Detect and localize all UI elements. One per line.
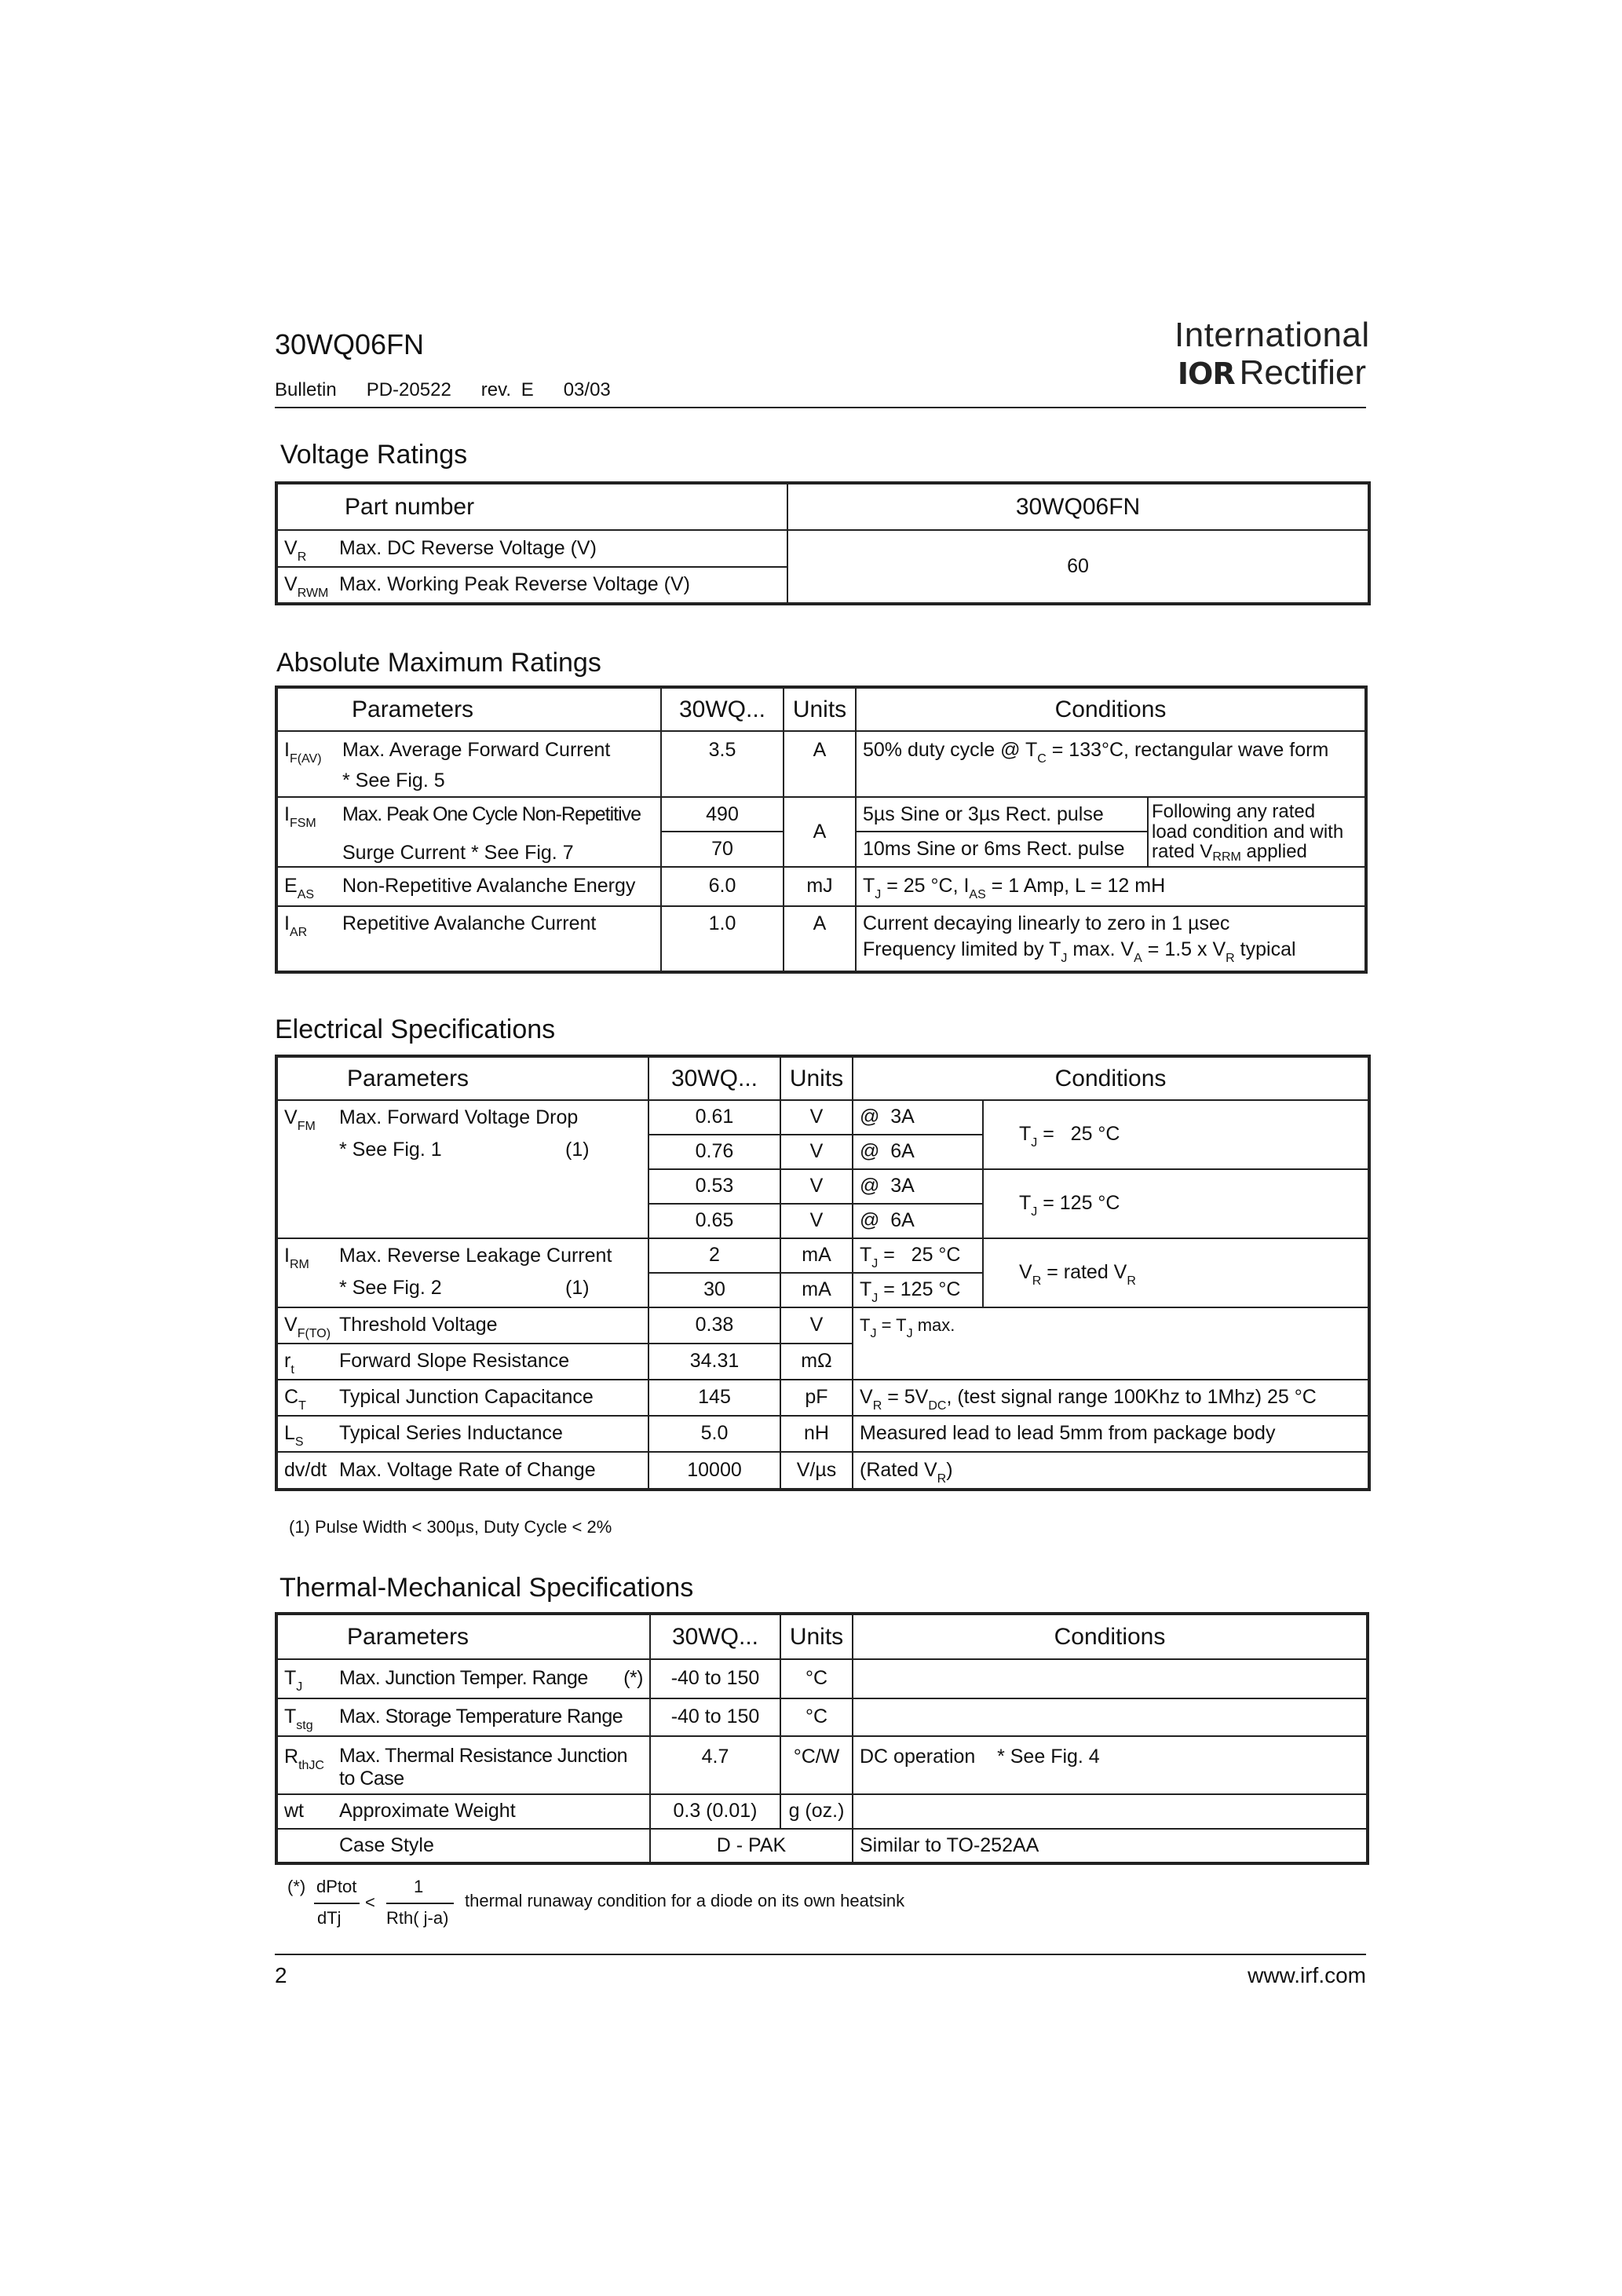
vfm-unit-3: V [780,1169,853,1204]
tj-unit: °C [780,1659,853,1698]
footer-url[interactable]: www.irf.com [1248,1963,1366,1987]
part-number-title: 30WQ06FN [275,328,425,360]
case-value: D - PAK [650,1829,853,1863]
wt-unit: g (oz.) [780,1794,853,1829]
logo-line2 [1174,353,1366,393]
rth-desc: Max. Thermal Resistance Junction to Case [339,1736,650,1794]
vfto-value: 0.38 [648,1307,780,1344]
logo-mark: IOR [1177,356,1235,391]
eas-desc: Non-Repetitive Avalanche Energy [342,867,661,906]
ls-symbol: $L_S$ [276,1416,339,1452]
vrwm-symbol: $V_{RWM}$ [276,567,339,604]
case-desc: Case Style [339,1829,650,1863]
vfm-cond-1: @ 3A [853,1100,983,1135]
header-rule [275,407,1366,408]
irm-symbol: $I_{RM}$ [276,1238,339,1307]
dvdt-symbol: dv/dt [276,1452,339,1490]
irm-cond-1: $T_J = 25$ °C [853,1238,983,1273]
thermal-h-units: Units [780,1614,853,1659]
dvdt-desc: Max. Voltage Rate of Change [339,1452,648,1490]
tstg-cond [853,1698,1368,1736]
rt-unit: mΩ [780,1344,853,1380]
irm-value-1: 2 [648,1238,780,1273]
ct-value: 145 [648,1380,780,1416]
absmax-h-val: 30WQ... [661,687,784,731]
rth-unit: °C/W [780,1736,853,1794]
tstg-symbol: $T_{stg}$ [276,1698,339,1736]
irm-vr-cond: $V_R$ = rated $V_R$ [983,1238,1369,1307]
rth-value: 4.7 [650,1736,780,1794]
vfm-symbol: $V_{FM}$ [276,1100,339,1238]
wt-cond [853,1794,1368,1829]
tj-cond [853,1659,1368,1698]
fn-num1: dPtot [316,1877,357,1896]
elec-section-title: Electrical Specifications [275,1015,556,1044]
vfm-unit-1: V [780,1100,853,1135]
rt-desc: Forward Slope Resistance [339,1344,648,1380]
ls-desc: Typical Series Inductance [339,1416,648,1452]
voltage-col-value: 30WQ06FN [787,483,1369,530]
voltage-table [275,481,1371,605]
absmax-h-params: Parameters [276,687,661,731]
vfm-cond-2: @ 6A [853,1135,983,1169]
wt-desc: Approximate Weight [339,1794,650,1829]
voltage-col-part: Part number [276,483,787,530]
vfm-tj-125: $T_J = 125$ °C [983,1169,1369,1238]
case-cond: Similar to TO-252AA [853,1829,1368,1863]
vfm-value-4: 0.65 [648,1204,780,1238]
fn-num2: 1 [414,1877,424,1896]
logo-line1: International [1174,316,1370,354]
fn-bar2 [386,1903,454,1904]
ifsm-symbol: $I_{FSM}$ [276,797,342,867]
eas-value: 6.0 [661,867,784,906]
ct-cond: $V_R = 5V_{DC}$, (test signal range 100Khz to 1Mhz) 25 °C [853,1380,1369,1416]
vfm-value-3: 0.53 [648,1169,780,1204]
iar-value: 1.0 [661,906,784,972]
dvdt-cond: (Rated $V_R$) [853,1452,1369,1490]
fn-star: (*) [287,1877,306,1896]
ls-unit: nH [780,1416,853,1452]
ifsm-cond-1: 5µs Sine or 3µs Rect. pulse [856,797,1148,832]
voltage-section-title: Voltage Ratings [280,440,468,470]
eas-cond: $T_J = 25$ °C, $I_{AS} = 1$ Amp, L = 12 mH [856,867,1366,906]
dvdt-value: 10000 [648,1452,780,1490]
absmax-h-cond: Conditions [856,687,1366,731]
ifsm-side-cond: Following any rated load condition and with rated VRRM applied [1148,797,1366,867]
thermal-h-params: Parameters [276,1614,650,1659]
absmax-table [275,686,1368,974]
vr-description: Max. DC Reverse Voltage (V) [339,530,787,567]
rt-symbol: $r_t$ [276,1344,339,1380]
ifsm-desc: Max. Peak One Cycle Non-Repetitive Surge Current * See Fig. 7 [342,797,661,867]
vfm-tj-25: $T_J = 25$ °C [983,1100,1369,1169]
absmax-h-units: Units [784,687,856,731]
irm-cond-2: $T_J = 125$ °C [853,1273,983,1307]
vfto-desc: Threshold Voltage [339,1307,648,1344]
irm-value-2: 30 [648,1273,780,1307]
vfm-cond-3: @ 3A [853,1169,983,1204]
elec-table [275,1055,1371,1491]
ifsm-value-1: 490 [661,797,784,832]
vfto-rt-cond: $T_J = T_J$ max. [853,1307,1369,1380]
iar-symbol: $I_{AR}$ [276,906,342,972]
vfm-unit-2: V [780,1135,853,1169]
tstg-unit: °C [780,1698,853,1736]
elec-h-params: Parameters [276,1056,648,1100]
ls-value: 5.0 [648,1416,780,1452]
voltage-value: 60 [787,530,1369,604]
vrwm-description: Max. Working Peak Reverse Voltage (V) [339,567,787,604]
tstg-desc: Max. Storage Temperature Range [339,1698,650,1736]
vfm-value-2: 0.76 [648,1135,780,1169]
ifav-cond: 50% duty cycle @ $T_C = 133^\circ C$, rectangular wave form [856,731,1366,797]
vfto-symbol: $V_{F(TO)}$ [276,1307,339,1344]
ifav-symbol: $I_{F(AV)}$ [276,731,342,797]
irm-desc: Max. Reverse Leakage Current * See Fig. 2 (1) [339,1238,648,1307]
ifsm-cond-2: 10ms Sine or 6ms Rect. pulse [856,832,1148,866]
iar-cond: Current decaying linearly to zero in 1 µsec Frequency limited by $T_J$ max. $V_A = 1.5$ x $V_R$ typical [856,906,1366,972]
eas-symbol: $E_{AS}$ [276,867,342,906]
ls-cond: Measured lead to lead 5mm from package body [853,1416,1369,1452]
vfto-unit: V [780,1307,853,1344]
elec-h-units: Units [780,1056,853,1100]
ct-unit: pF [780,1380,853,1416]
rth-cond: DC operation * See Fig. 4 [853,1736,1368,1794]
page-number: 2 [275,1963,287,1987]
fn-den2: Rth( j-a) [386,1908,449,1928]
elec-h-cond: Conditions [853,1056,1369,1100]
ifav-unit: A [784,731,856,797]
thermal-table [275,1612,1369,1865]
absmax-section-title: Absolute Maximum Ratings [276,648,601,678]
tj-value: -40 to 150 [650,1659,780,1698]
thermal-h-cond: Conditions [853,1614,1368,1659]
thermal-section-title: Thermal-Mechanical Specifications [279,1573,694,1603]
case-symbol [276,1829,339,1863]
ifsm-unit: A [784,797,856,867]
eas-unit: mJ [784,867,856,906]
tj-symbol: $T_J$ [276,1659,339,1698]
iar-desc: Repetitive Avalanche Current [342,906,661,972]
company-logo [1174,316,1370,393]
elec-h-val: 30WQ... [648,1056,780,1100]
fn-lt: < [365,1892,375,1912]
rt-value: 34.31 [648,1344,780,1380]
wt-symbol: wt [276,1794,339,1829]
fn-bar1 [314,1903,360,1904]
tstg-value: -40 to 150 [650,1698,780,1736]
vfm-value-1: 0.61 [648,1100,780,1135]
bulletin-line: Bulletin PD-20522 rev. E 03/03 [275,379,611,400]
elec-footnote: (1) Pulse Width < 300µs, Duty Cycle < 2% [289,1517,612,1537]
ifav-desc: Max. Average Forward Current * See Fig. 5 [342,731,661,797]
wt-value: 0.3 (0.01) [650,1794,780,1829]
logo-word: Rectifier [1239,353,1366,392]
rth-symbol: $R_{thJC}$ [276,1736,339,1794]
vfm-unit-4: V [780,1204,853,1238]
fn-text: thermal runaway condition for a diode on its own heatsink [465,1891,905,1910]
vr-symbol: $V_R$ [276,530,339,567]
ifsm-value-2: 70 [661,832,784,866]
ct-desc: Typical Junction Capacitance [339,1380,648,1416]
dvdt-unit: V/µs [780,1452,853,1490]
tj-desc: Max. Junction Temper. Range (*) [339,1659,650,1698]
irm-unit-2: mA [780,1273,853,1307]
fn-den1: dTj [317,1908,342,1928]
iar-unit: A [784,906,856,972]
ct-symbol: $C_T$ [276,1380,339,1416]
ifav-value: 3.5 [661,731,784,797]
footer-rule [275,1954,1366,1955]
vfm-cond-4: @ 6A [853,1204,983,1238]
vfm-desc: Max. Forward Voltage Drop * See Fig. 1 (1) [339,1100,648,1238]
thermal-h-val: 30WQ... [650,1614,780,1659]
irm-unit-1: mA [780,1238,853,1273]
